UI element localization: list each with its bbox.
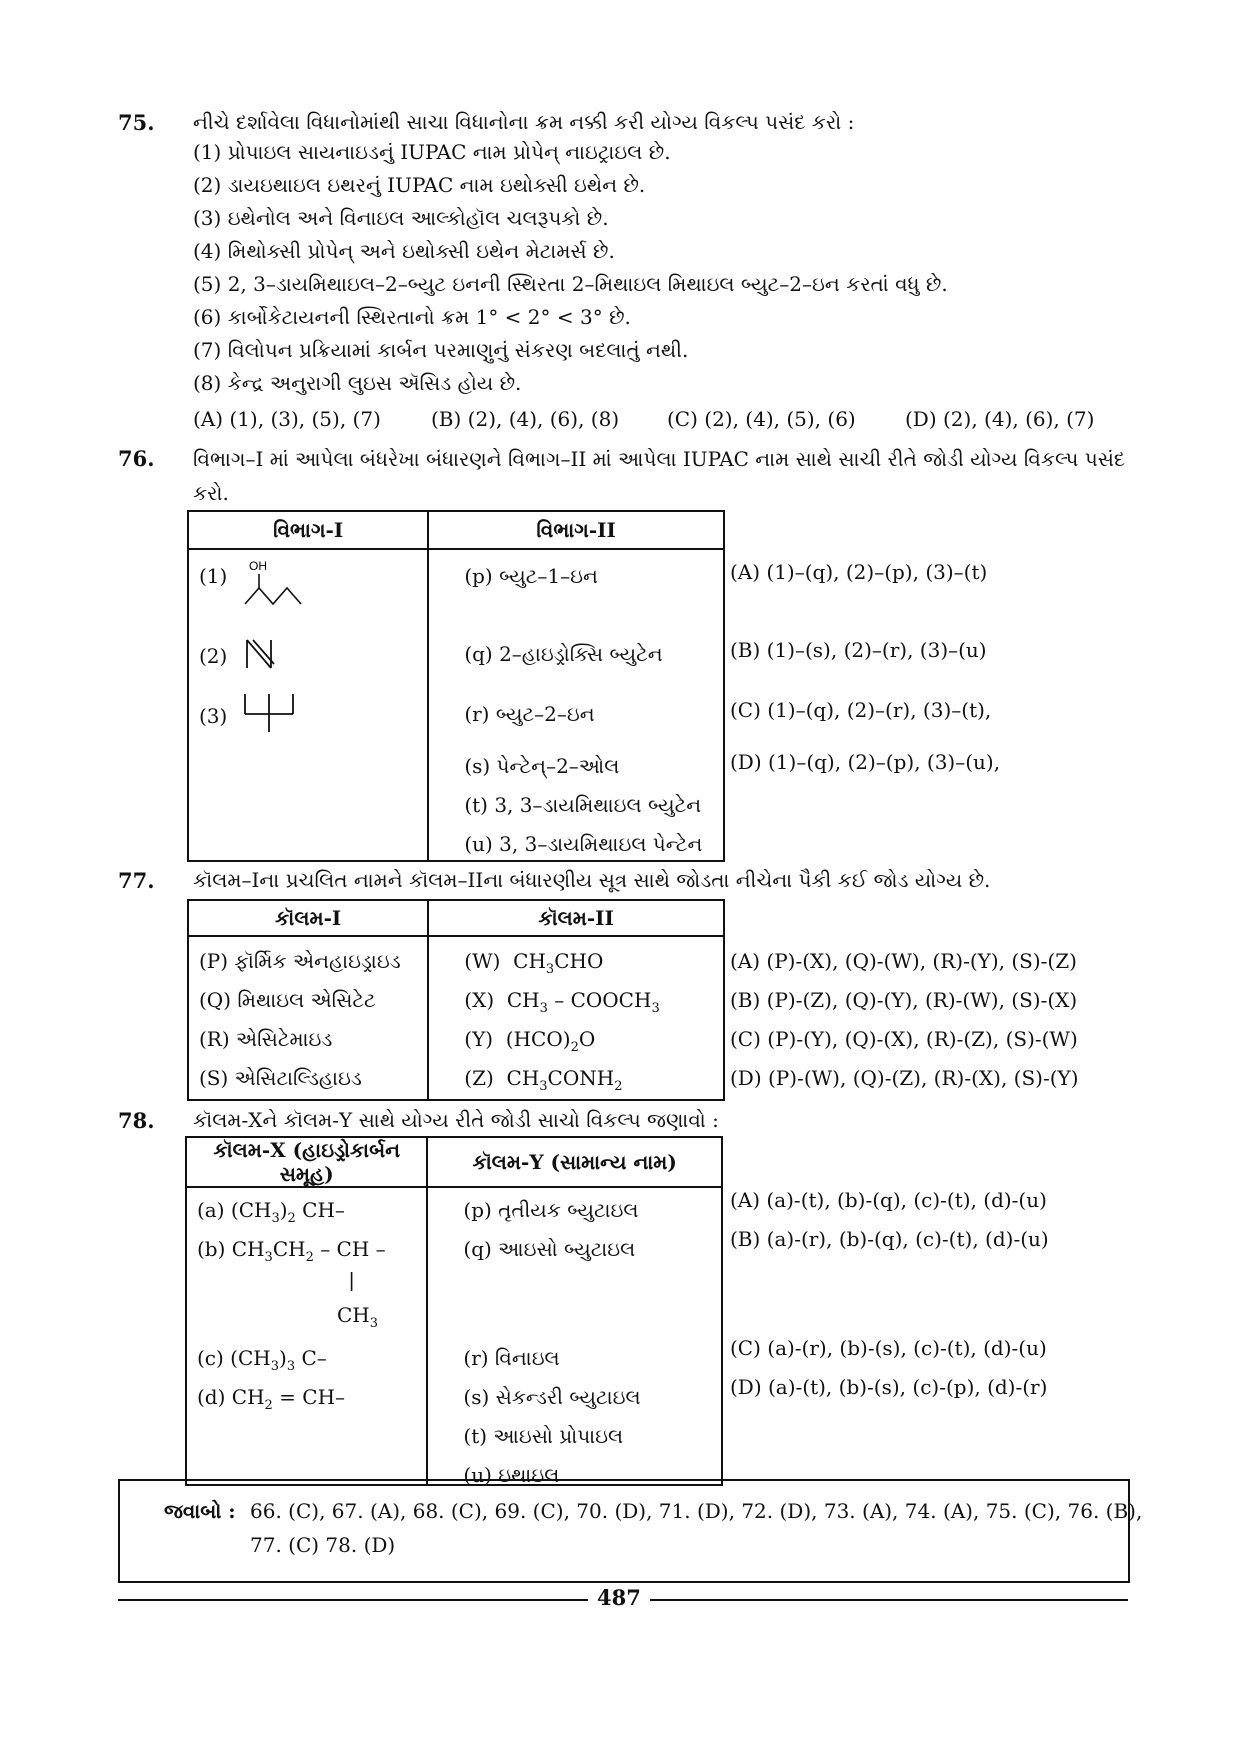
name-r: (r) બ્યુટ–2–ઇન	[464, 702, 595, 726]
question-number: 77.	[118, 868, 155, 893]
group-d: (d) $CH_2 = CH-$	[197, 1385, 346, 1413]
option-c: (C) (1)–(q), (2)–(r), (3)–(t),	[730, 698, 992, 722]
name-u: (u) ઇથાઇલ	[463, 1463, 560, 1487]
match-table-76	[187, 510, 725, 862]
options-row	[193, 407, 1094, 431]
statement-8: (8) કેન્દ્ર અનુરાગી લુઇસ ઍસિડ હોય છે.	[193, 371, 522, 395]
name-u: (u) 3, 3–ડાયમિથાઇલ પેન્ટેન	[464, 832, 703, 856]
option-d: (D) (1)–(q), (2)–(p), (3)–(u),	[730, 750, 1001, 774]
name-t: (t) 3, 3–ડાયમિથાઇલ બ્યુટેન	[464, 793, 702, 817]
option-d: (D) (P)-(W), (Q)-(Z), (R)-(X), (S)-(Y)	[730, 1066, 1079, 1090]
footer-rule-right	[650, 1599, 1128, 1601]
formula-y: (Y) $(HCO)_2O$	[464, 1027, 596, 1055]
question-number: 78.	[118, 1108, 155, 1133]
statement-3: (3) ઇથેનોલ અને વિનાઇલ આલ્કોહૉલ ચલરૂપકો છે.	[193, 206, 609, 230]
option-c: (C) (a)-(r), (b)-(s), (c)-(t), (d)-(u)	[730, 1336, 1047, 1360]
group-a: (a) $(CH_3)_2$ CH–	[197, 1198, 345, 1226]
answer-key-line-1: 66. (C), 67. (A), 68. (C), 69. (C), 70. (D), 71. (D), 72. (D), 73. (A), 74. (A), 75. (C), 76. (B),	[250, 1499, 1143, 1523]
branch-bond: |	[349, 1270, 355, 1292]
statement-5: (5) 2, 3–ડાયમિથાઇલ–2–બ્યુટ ઇનની સ્થિરતા 2–મિથાઇલ મિથાઇલ બ્યુટ–2–ઇન કરતાં વધુ છે.	[193, 272, 948, 296]
name-t: (t) આઇસો પ્રોપાઇલ	[463, 1424, 624, 1448]
name-p: (p) બ્યુટ–1–ઇન	[464, 564, 598, 588]
structure-but-2-ene	[241, 636, 281, 672]
formula-w: (W) $CH_3CHO$	[464, 949, 604, 977]
column-header: કૉલમ-Y (સામાન્ય નામ)	[427, 1137, 722, 1187]
common-name-p: (P) ફૉર્મિક એનહાઇડ્રાઇડ	[199, 949, 401, 973]
option-d: (D) (2), (4), (6), (7)	[905, 407, 1095, 431]
branch-methyl: $CH_3$	[337, 1303, 379, 1331]
column-header: કૉલમ-X (હાઇડ્રોકાર્બન સમૂહ)	[186, 1137, 427, 1187]
option-a: (A) (a)-(t), (b)-(q), (c)-(t), (d)-(u)	[730, 1188, 1047, 1212]
question-77	[118, 868, 1128, 898]
match-table-77	[187, 899, 725, 1101]
option-a: (A) (1), (3), (5), (7)	[193, 407, 381, 431]
question-number: 76.	[118, 446, 155, 471]
option-c: (C) (2), (4), (5), (6)	[667, 407, 856, 431]
formula-x: (X) $CH_3$ – $COOCH_3$	[464, 988, 660, 1016]
formula-z: (Z) $CH_3CONH_2$	[464, 1066, 623, 1094]
column-header: વિભાગ-I	[188, 511, 428, 549]
structure-label: (3)	[199, 704, 228, 728]
option-c: (C) (P)-(Y), (Q)-(X), (R)-(Z), (S)-(W)	[730, 1027, 1078, 1051]
option-b: (B) (2), (4), (6), (8)	[431, 407, 620, 431]
option-d: (D) (a)-(t), (b)-(s), (c)-(p), (d)-(r)	[730, 1375, 1048, 1399]
option-a: (A) (1)–(q), (2)–(p), (3)–(t)	[730, 560, 988, 584]
option-b: (B) (1)–(s), (2)–(r), (3)–(u)	[730, 638, 987, 662]
structure-label: (2)	[199, 644, 228, 668]
common-name-r: (R) એસિટેમાઇડ	[199, 1027, 333, 1051]
group-c: (c) $(CH_3)_3$ C–	[197, 1346, 327, 1374]
footer-rule-left	[118, 1599, 588, 1601]
column-header: કૉલમ-II	[428, 900, 724, 936]
oh-label: OH	[249, 559, 267, 573]
statement-4: (4) મિથોક્સી પ્રોપેન્ અને ઇથોક્સી ઇથેન મેટામર્સ છે.	[193, 239, 615, 263]
match-table-78	[185, 1136, 723, 1486]
structure-label: (1)	[199, 564, 228, 588]
answer-key-box	[118, 1479, 1143, 1583]
question-number: 75.	[118, 110, 155, 135]
name-r: (r) વિનાઇલ	[463, 1346, 560, 1370]
option-a: (A) (P)-(X), (Q)-(W), (R)-(Y), (S)-(Z)	[730, 949, 1077, 973]
name-q: (q) આઇસો બ્યુટાઇલ	[463, 1237, 636, 1261]
question-text: કૉલમ–Iના પ્રચલિત નામને કૉલમ–IIના બંધારણીય સૂત્ર સાથે જોડતા નીચેના પૈકી કઈ જોડ યોગ્ય છે.	[193, 868, 991, 892]
page-number: 487	[597, 1585, 641, 1610]
name-q: (q) 2–હાઇડ્રોક્સિ બ્યુટેન	[464, 642, 663, 666]
name-s: (s) પેન્ટેન્–2–ઓલ	[464, 754, 620, 778]
statement-7: (7) વિલોપન પ્રક્રિયામાં કાર્બન પરમાણુનું સંકરણ બદલાતું નથી.	[193, 338, 689, 362]
option-b: (B) (P)-(Z), (Q)-(Y), (R)-(W), (S)-(X)	[730, 988, 1078, 1012]
group-b: (b) $CH_3CH_2$ – CH –	[197, 1237, 386, 1265]
statement-1: (1) પ્રોપાઇલ સાયનાઇડનું IUPAC નામ પ્રોપેન્ નાઇટ્રાઇલ છે.	[193, 140, 671, 164]
statement-2: (2) ડાયઇથાઇલ ઇથરનું IUPAC નામ ઇથોક્સી ઇથેન છે.	[193, 173, 646, 197]
answer-key-line-2: 77. (C) 78. (D)	[250, 1533, 396, 1557]
name-s: (s) સેકન્ડરી બ્યુટાઇલ	[463, 1385, 641, 1409]
column-header: વિભાગ-II	[428, 511, 724, 549]
answer-key-label: જવાબો :	[164, 1499, 236, 1523]
name-p: (p) તૃતીયક બ્યુટાઇલ	[463, 1198, 639, 1222]
common-name-q: (Q) મિથાઇલ એસિટેટ	[199, 988, 376, 1012]
option-b: (B) (a)-(r), (b)-(q), (c)-(t), (d)-(u)	[730, 1227, 1049, 1251]
structure-dimethylbutane	[241, 688, 301, 736]
question-text: કૉલમ-Xને કૉલમ-Y સાથે યોગ્ય રીતે જોડી સાચો વિકલ્પ જણાવો :	[193, 1108, 719, 1132]
structure-pentan-2-ol	[237, 558, 317, 608]
statement-6: (6) કાર્બોકેટાયનની સ્થિરતાનો ક્રમ 1° < 2° < 3° છે.	[193, 305, 631, 329]
common-name-s: (S) એસિટાલ્ડિહાઇડ	[199, 1066, 362, 1090]
question-76	[118, 446, 1128, 506]
question-text: વિભાગ–I માં આપેલા બંધરેખા બંધારણને વિભાગ–II માં આપેલા IUPAC નામ સાથે સાચી રીતે જોડી યોગ્ય વિકલ્પ પસંદ કરો.	[193, 447, 1126, 505]
column-header: કૉલમ-I	[188, 900, 428, 936]
question-text: નીચે દર્શાવેલા વિધાનોમાંથી સાચા વિધાનોના ક્રમ નક્કી કરી યોગ્ય વિકલ્પ પસંદ કરો :	[193, 110, 855, 134]
question-78	[118, 1108, 1128, 1138]
question-75	[118, 110, 1128, 440]
